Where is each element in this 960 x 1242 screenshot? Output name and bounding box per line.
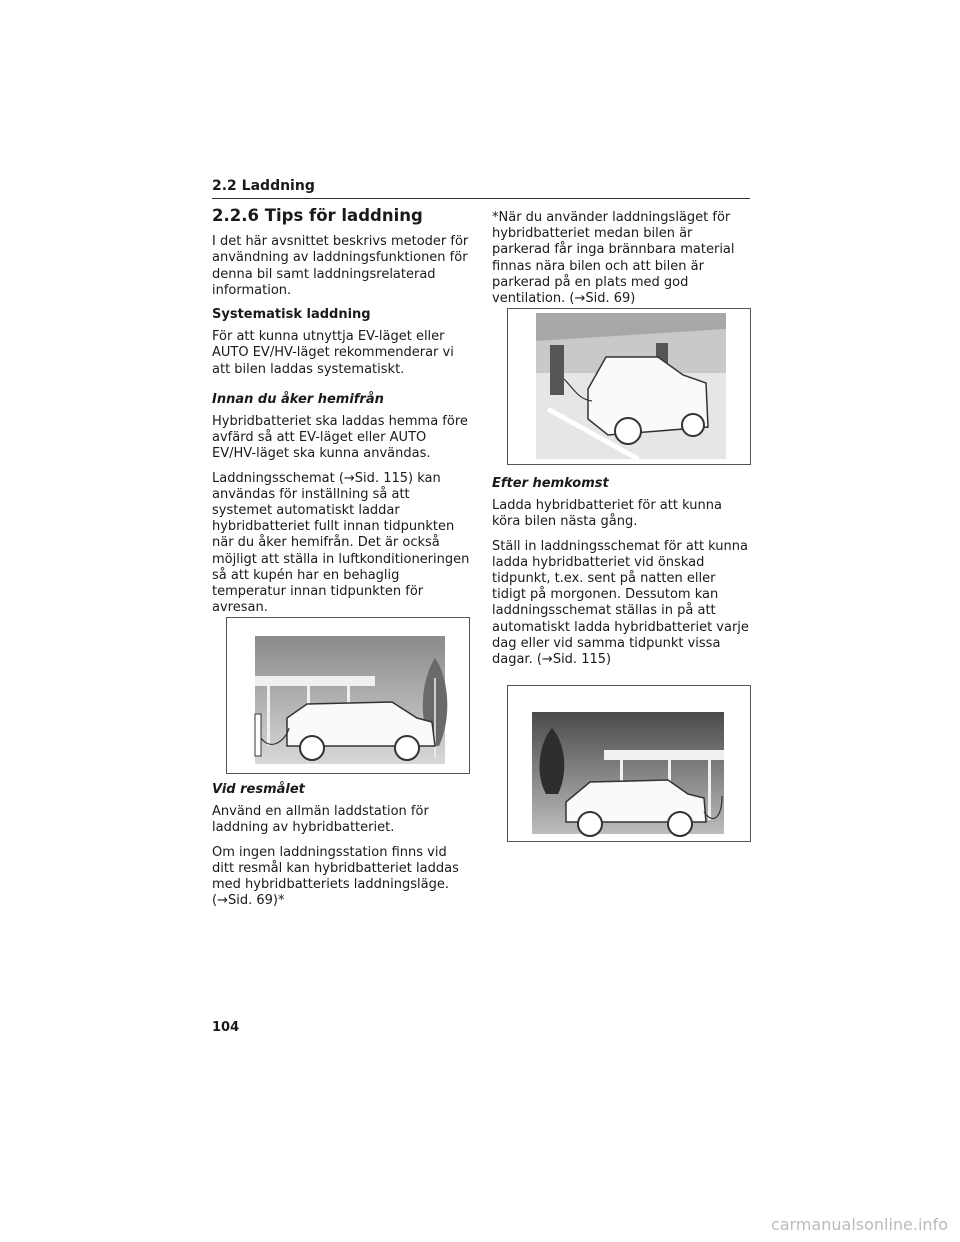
right-column xyxy=(492,210,750,315)
home-charging-illustration xyxy=(227,618,469,773)
after-paragraph-1: Ladda hybridbatteriet för att kunna köra bilen nästa gång. xyxy=(492,498,722,530)
after-heading: Efter hemkomst xyxy=(492,476,609,491)
figure-home-charging xyxy=(226,617,470,774)
before-paragraph-2: Laddningsschemat (→Sid. 115) kan användas för inställning så att systemet automatiskt laddar hybridbatteriet fullt innan tidpunkten när du åker hemifrån. Det är också möjligt att ställa in luftkonditioneringen så att kupén har en behaglig temperatur innan tidpunkten för avresan. xyxy=(212,470,470,616)
before-paragraph-1: Hybridbatteriet ska laddas hemma före avfärd så att EV-läget eller AUTO EV/HV-läget ska kunna användas. xyxy=(212,414,468,462)
left-column xyxy=(212,208,470,624)
destination-paragraph-1: Använd en allmän laddstation för laddning av hybridbatteriet. xyxy=(212,804,429,836)
destination-paragraph-2: Om ingen laddningsstation finns vid ditt resmål kan hybridbatteriet laddas med hybridbatteriets laddningsläge. (→Sid. 69)* xyxy=(212,844,459,909)
section-header: 2.2 Laddning xyxy=(212,178,750,199)
systematic-heading: Systematisk laddning xyxy=(212,307,371,323)
watermark: carmanualsonline.info xyxy=(770,1215,948,1234)
before-heading: Innan du åker hemifrån xyxy=(212,391,384,407)
intro-paragraph: I det här avsnittet beskrivs metoder för användning av laddningsfunktionen för denna bil samt laddningsrelaterad information. xyxy=(212,234,469,298)
after-paragraph-2: Ställ in laddningsschemat för att kunna ladda hybridbatteriet vid önskad tidpunkt, t.ex. sent på natten eller tidigt på morgonen. Dessutom kan laddningsschemat ställas in på att automatiskt ladda hybridbatteriet varje dag eller vid samma tidpunkt vissa dagar. (→Sid. 115) xyxy=(492,538,749,668)
left-column-lower xyxy=(212,782,470,917)
destination-heading: Vid resmålet xyxy=(212,782,305,797)
night-charging-illustration xyxy=(508,686,750,841)
right-column-lower xyxy=(492,476,750,676)
systematic-paragraph: För att kunna utnyttja EV-läget eller AUTO EV/HV-läget rekommenderar vi att bilen laddas systematiskt. xyxy=(212,329,454,377)
figure-garage-charging xyxy=(507,308,751,465)
page-number: 104 xyxy=(212,1020,240,1035)
ventilation-note: *När du använder laddningsläget för hybridbatteriet medan bilen är parkerad får inga brännbara material finnas nära bilen och att bilen är parkerad på en plats med god ventilation. (→Sid. 69) xyxy=(492,210,735,307)
garage-charging-illustration xyxy=(508,309,750,464)
section-title: 2.2.6 Tips för laddning xyxy=(212,206,423,225)
figure-night-charging xyxy=(507,685,751,842)
